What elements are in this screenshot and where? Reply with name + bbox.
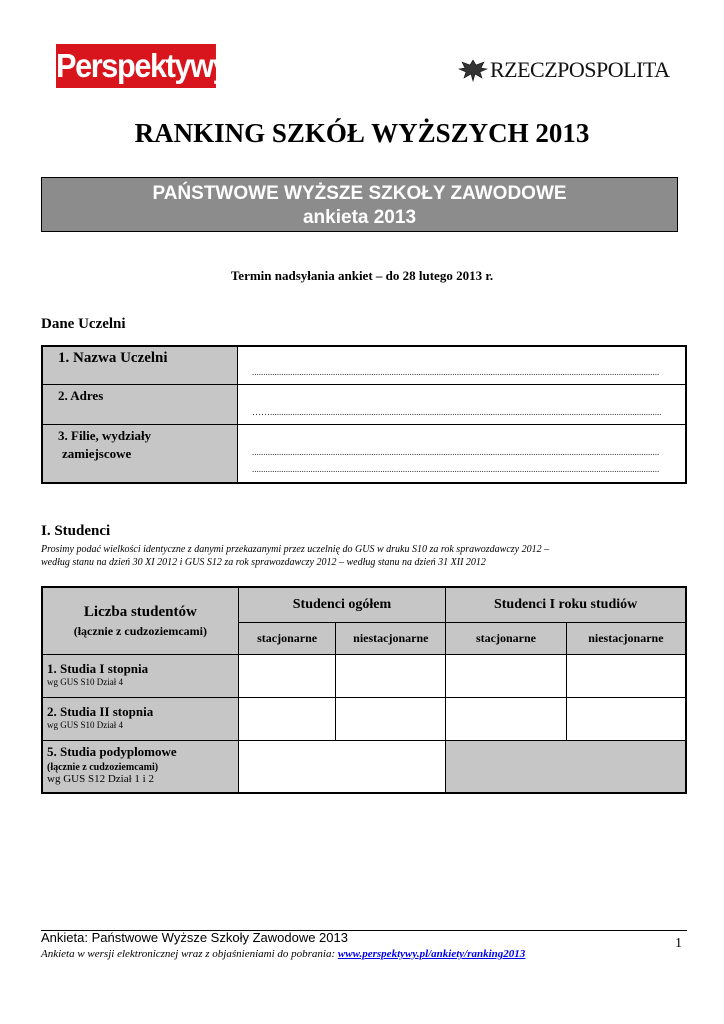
table-header-row bbox=[42, 587, 686, 623]
input-cell[interactable] bbox=[238, 741, 445, 793]
download-link[interactable]: www.perspektywy.pl/ankiety/ranking2013 bbox=[337, 948, 526, 960]
input-cell[interactable] bbox=[336, 698, 446, 741]
adres-field[interactable] bbox=[238, 384, 687, 424]
row-source: wg GUS S10 Dział 4 bbox=[47, 677, 123, 687]
corner-title: Liczba studentów bbox=[83, 604, 197, 620]
subcol-stacjonarne: stacjonarne bbox=[446, 623, 567, 655]
table-row bbox=[42, 424, 686, 483]
banner-line-2: ankieta 2013 bbox=[302, 207, 417, 228]
input-cell[interactable] bbox=[566, 698, 686, 741]
note-line-1: Prosimy podać wielkości identyczne z danymi przekazanymi przez uczelnię do GUS w druku S10 za rok sprawozdawczy 2012 – bbox=[41, 544, 550, 555]
row-source: wg GUS S10 Dział 4 bbox=[47, 720, 123, 730]
table-row bbox=[42, 384, 686, 424]
fill-line: ..................................................................................................................................................................................... bbox=[252, 463, 660, 474]
row-title: 2. Studia II stopnia bbox=[47, 704, 154, 719]
fill-line: …….............................................................................................................................................................................. bbox=[252, 406, 662, 417]
banner-line-1: PAŃSTWOWE WYŻSZE SZKOŁY ZAWODOWE bbox=[152, 183, 567, 204]
footer-download-note bbox=[41, 948, 525, 960]
page-number: 1 bbox=[675, 936, 682, 951]
row-subtitle: (łącznie z cudzoziemcami) bbox=[47, 762, 159, 773]
group-header-ogolem: Studenci ogółem bbox=[238, 587, 445, 623]
input-cell[interactable] bbox=[238, 698, 336, 741]
label-nazwa-uczelni: 1. Nazwa Uczelni bbox=[42, 346, 238, 384]
table-row bbox=[42, 698, 686, 741]
note-line-2: według stanu na dzień 30 XI 2012 i GUS S12 za rok sprawozdawczy 2012 – według stanu na dzień 31 XII 2012 bbox=[41, 557, 486, 568]
corner-subtitle: (łącznie z cudzoziemcami) bbox=[73, 624, 207, 638]
subcol-stacjonarne: stacjonarne bbox=[238, 623, 336, 655]
nazwa-uczelni-field[interactable] bbox=[238, 346, 687, 384]
row-label-studia-podyplomowe bbox=[42, 741, 238, 793]
disabled-cell bbox=[446, 741, 686, 793]
row-source: wg GUS S12 Dział 1 i 2 bbox=[47, 773, 154, 785]
input-cell[interactable] bbox=[446, 655, 567, 698]
survey-banner bbox=[41, 177, 678, 232]
table-row bbox=[42, 741, 686, 793]
corner-header bbox=[42, 587, 238, 655]
row-title: 1. Studia I stopnia bbox=[47, 661, 149, 676]
input-cell[interactable] bbox=[238, 655, 336, 698]
fill-line: ..................................................................................................................................................................................... bbox=[252, 446, 660, 457]
table-row bbox=[42, 655, 686, 698]
label-filie-line-2: zamiejscowe bbox=[62, 445, 132, 461]
instruction-note bbox=[41, 543, 549, 569]
input-cell[interactable] bbox=[566, 655, 686, 698]
section-heading-studenci: I. Studenci bbox=[41, 523, 111, 539]
label-filie bbox=[42, 424, 238, 483]
page-title: RANKING SZKÓŁ WYŻSZYCH 2013 bbox=[134, 118, 590, 148]
input-cell[interactable] bbox=[336, 655, 446, 698]
rzeczpospolita-logo bbox=[458, 56, 669, 84]
row-title: 5. Studia podyplomowe bbox=[47, 744, 177, 759]
group-header-i-roku: Studenci I roku studiów bbox=[446, 587, 686, 623]
row-label-studia-i-stopnia bbox=[42, 655, 238, 698]
eagle-icon bbox=[458, 57, 488, 83]
row-label-studia-ii-stopnia bbox=[42, 698, 238, 741]
rzeczpospolita-wordmark: RZECZPOSPOLITA bbox=[490, 57, 670, 82]
students-table bbox=[41, 586, 687, 794]
subcol-niestacjonarne: niestacjonarne bbox=[566, 623, 686, 655]
section-heading-dane-uczelni: Dane Uczelni bbox=[41, 316, 126, 332]
download-text: Ankieta w wersji elektronicznej wraz z objaśnieniami do pobrania: bbox=[41, 948, 338, 960]
filie-field[interactable] bbox=[238, 424, 687, 483]
footer-title: Ankieta: Państwowe Wyższe Szkoły Zawodowe 2013 bbox=[41, 930, 348, 945]
input-cell[interactable] bbox=[446, 698, 567, 741]
fill-line: ..................................................................................................................................................................................... bbox=[252, 367, 660, 377]
subcol-niestacjonarne: niestacjonarne bbox=[336, 623, 446, 655]
deadline-text: Termin nadsyłania ankiet – do 28 lutego 2013 r. bbox=[230, 268, 494, 283]
label-filie-line-1: 3. Filie, wydziały bbox=[58, 427, 152, 443]
perspektywy-logo: Perspektywy bbox=[56, 44, 216, 88]
label-adres: 2. Adres bbox=[42, 384, 238, 424]
university-data-table bbox=[41, 345, 687, 484]
table-row bbox=[42, 346, 686, 384]
